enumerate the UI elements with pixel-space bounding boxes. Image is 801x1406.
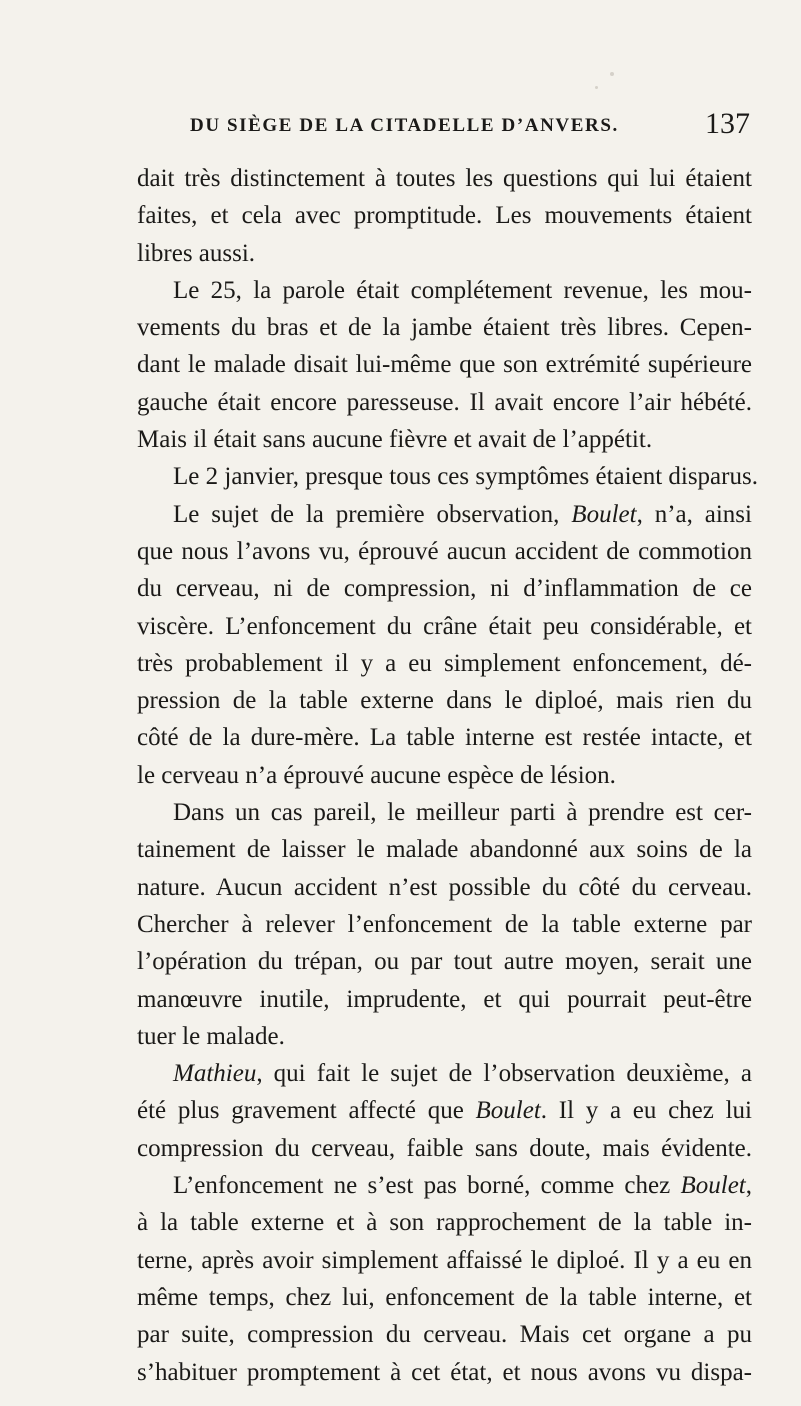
text-line: Le 2 janvier, presque tous ces symptômes étaient disparus. — [173, 463, 758, 491]
line-text: été plus gravement affecté que — [137, 1097, 476, 1125]
text-line: gauche était encore paresseuse. Il avait encore l’air hébété. — [137, 388, 752, 416]
text-line: Chercher à relever l’enfoncement de la table externe par — [137, 910, 752, 938]
line-text: Le sujet de la première observation, — [173, 500, 572, 528]
text-line: tainement de laisser le malade abandonné aux soins de la — [137, 836, 752, 864]
line-text: , — [745, 1172, 752, 1200]
text-line: même temps, chez lui, enfoncement de la table interne, et — [137, 1283, 752, 1311]
text-line — [137, 1167, 752, 1204]
running-title: DU SIÈGE DE LA CITADELLE D’ANVERS. — [190, 115, 619, 136]
page-number: 137 — [705, 107, 750, 140]
text-line: le cerveau n’a éprouvé aucune espèce de lésion. — [137, 761, 616, 789]
text-line: par suite, compression du cerveau. Mais cet organe a pu — [137, 1321, 752, 1349]
text-line — [137, 1055, 752, 1092]
text-line: libres aussi. — [137, 239, 256, 267]
text-line: s’habituer promptement à cet état, et nous avons vu dispa- — [137, 1358, 752, 1386]
text-line: à la table externe et à son rapprochement de la table in- — [137, 1209, 752, 1237]
text-line: du cerveau, ni de compression, ni d’inflammation de ce — [137, 575, 752, 603]
text-line: que nous l’avons vu, éprouvé aucun accident de commotion — [137, 537, 752, 565]
text-line: Mais il était sans aucune fièvre et avait de l’appétit. — [137, 426, 653, 454]
text-line: vements du bras et de la jambe étaient très libres. Cepen- — [137, 314, 752, 342]
person-name: Mathieu — [173, 1060, 257, 1088]
text-line: pression de la table externe dans le diploé, mais rien du — [137, 687, 752, 715]
running-head — [190, 107, 750, 147]
line-text: , n’a, ainsi — [636, 500, 752, 528]
paper-speck — [610, 72, 614, 76]
line-text: L’enfoncement ne s’est pas borné, comme chez — [173, 1172, 681, 1200]
text-line: compression du cerveau, faible sans doute, mais évidente. — [137, 1134, 752, 1162]
text-line: Le 25, la parole était complétement revenue, les mou- — [173, 276, 752, 304]
text-line: manœuvre inutile, imprudente, et qui pourrait peut-être — [137, 985, 752, 1013]
text-line: côté de la dure-mère. La table interne est restée intacte, et — [137, 724, 752, 752]
text-line: très probablement il y a eu simplement enfoncement, dé- — [137, 649, 752, 677]
person-name: Boulet — [475, 1097, 541, 1125]
text-line: faites, et cela avec promptitude. Les mouvements étaient — [137, 202, 752, 230]
text-line: nature. Aucun accident n’est possible du côté du cerveau. — [137, 873, 752, 901]
line-text: . Il y a eu chez lui — [540, 1097, 752, 1125]
paper-speck — [595, 86, 598, 89]
text-line: tuer le malade. — [137, 1022, 285, 1050]
body-text — [137, 160, 758, 1391]
person-name: Boulet — [680, 1172, 746, 1200]
text-line: dant le malade disait lui-même que son extrémité supérieure — [137, 351, 752, 379]
text-line: viscère. L’enfoncement du crâne était peu considérable, et — [137, 612, 752, 640]
paper-speck — [455, 1372, 458, 1374]
text-line: Dans un cas pareil, le meilleur parti à prendre est cer- — [173, 799, 752, 827]
text-line: terne, après avoir simplement affaissé le diploé. Il y a eu en — [137, 1246, 752, 1274]
line-text: , qui fait le sujet de l’observation deuxième, a — [256, 1060, 752, 1088]
text-line — [137, 496, 752, 533]
text-line — [137, 1092, 752, 1129]
text-line: dait très distinctement à toutes les questions qui lui étaient — [137, 165, 752, 192]
person-name: Boulet — [571, 500, 637, 528]
text-line: l’opération du trépan, ou par tout autre moyen, serait une — [137, 948, 752, 976]
